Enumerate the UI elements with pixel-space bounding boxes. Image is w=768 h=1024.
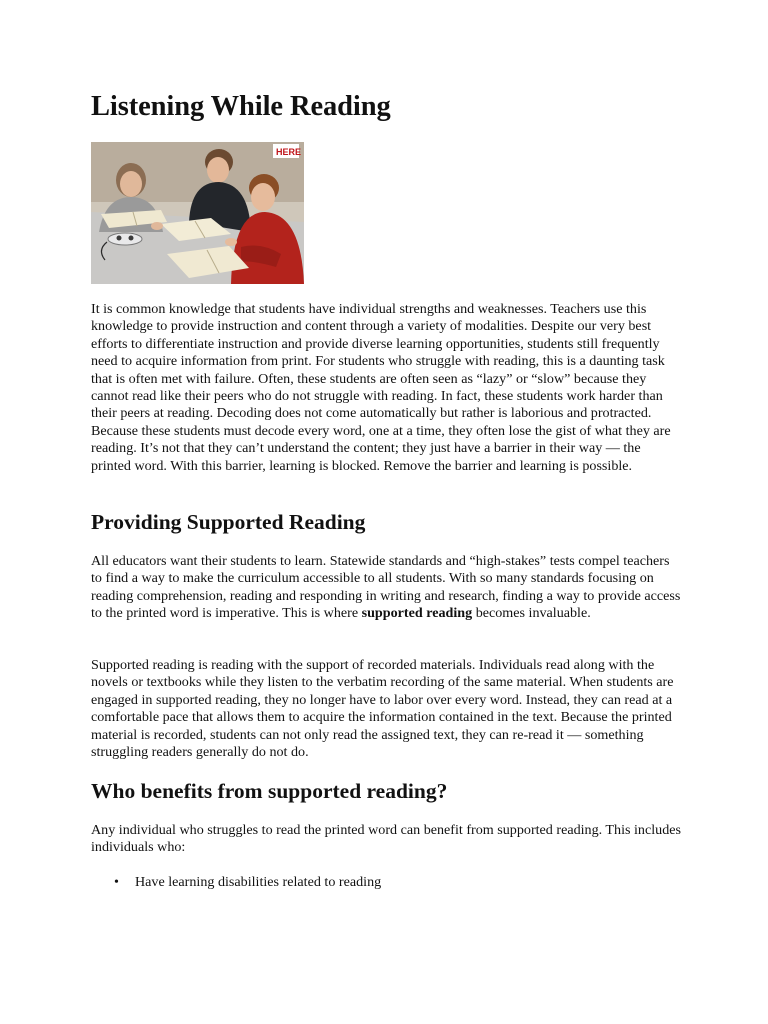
section-heading-who-benefits: Who benefits from supported reading? xyxy=(91,779,448,803)
students-reading-photo xyxy=(91,142,304,284)
intro-paragraph: It is common knowledge that students have individual strengths and weaknesses. Teachers use this knowledge to provide instruction and content through a variety of modalities. Despite our very best efforts to differentiate instruction and provide diverse learning opportunities, students still frequently need to acquire information from print. For students who struggle with reading, this is a daunting task that is often met with failure. Often, these students are often seen as “lazy” or “slow” because they cannot read like their peers who do not struggle with reading. In fact, these students work harder than their peers at reading. Decoding does not come automatically but rather is laborious and protracted. Because these students must decode every word, one at a time, they often lose the gist of what they are reading. It’s not that they can’t understand the content; they just have a barrier in their way — the printed word. With this barrier, learning is blocked. Remove the barrier and learning is possible. xyxy=(91,301,671,474)
bullet-icon: • xyxy=(114,874,119,890)
photo-sign-text: HERE xyxy=(276,147,302,157)
supported-reading-definition-paragraph: Supported reading is reading with the support of recorded materials. Individuals read along with the novels or textbooks while they listen to the verbatim recording of the same material. When students are engaged in supported reading, they no longer have to labor over every word. Instead, they can read at a comfortable pace that allows them to acquire the information contained in the text. Because the printed material is recorded, students can not only read the assigned text, they can re-read it — something struggling readers generally do not do. xyxy=(91,657,674,761)
supported-reading-emphasis: supported reading xyxy=(361,605,473,622)
benefits-intro-paragraph: Any individual who struggles to read the printed word can benefit from supported reading. This includes individuals who: xyxy=(91,822,681,856)
list-item xyxy=(91,873,681,891)
educators-paragraph-text: All educators want their students to learn. Statewide standards and “high-stakes” tests compel teachers to find a way to make the curriculum accessible to all students. With so many standards focusing on reading comprehension, reading and responding in writing and research, finding a way to provide access to the printed word is imperative. This is where xyxy=(91,553,681,622)
section-heading-providing-supported-reading: Providing Supported Reading xyxy=(91,510,366,534)
educators-paragraph-end: becomes invaluable. xyxy=(472,605,591,622)
list-item-text: Have learning disabilities related to reading xyxy=(135,874,382,890)
students-reading-illustration xyxy=(91,142,304,284)
educators-paragraph xyxy=(91,553,681,623)
benefits-list xyxy=(91,873,681,891)
page-title: Listening While Reading xyxy=(91,91,391,122)
